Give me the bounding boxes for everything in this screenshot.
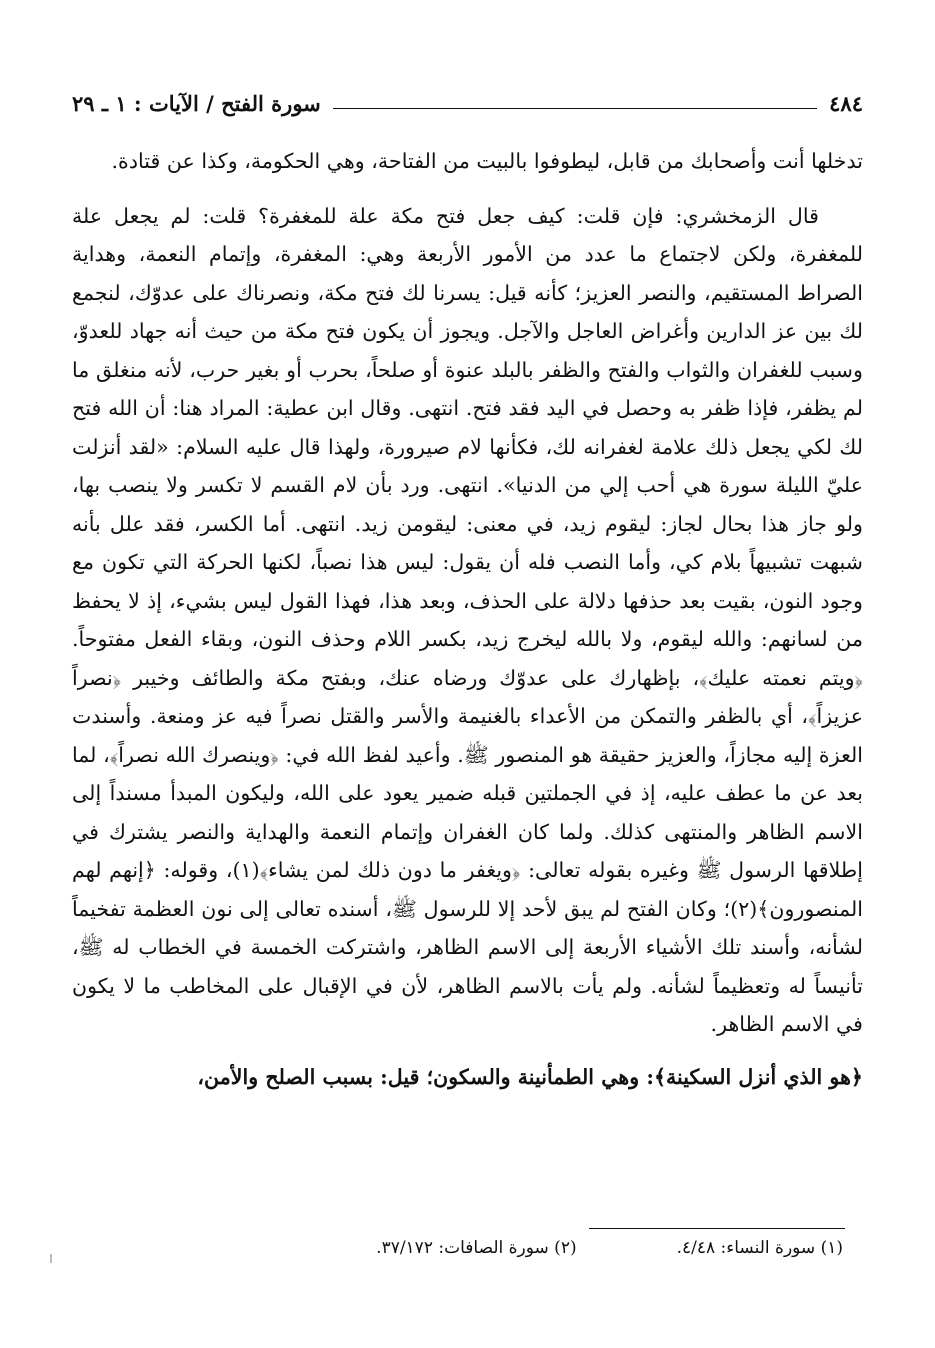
page-number: ٤٨٤ xyxy=(829,90,863,116)
paragraph-sakina: ﴿هو الذي أنزل السكينة﴾: وهي الطمأنينة والسكون؛ قيل: بسبب الصلح والأمن، xyxy=(197,1064,863,1089)
footnote-2: (٢) سورة الصافات: ٣٧/١٧٢. xyxy=(376,1238,577,1258)
page-header xyxy=(72,86,863,120)
footnotes xyxy=(72,1233,843,1263)
footnote-1: (١) سورة النساء: ٤/٤٨. xyxy=(676,1238,843,1258)
header-rule xyxy=(333,108,817,109)
scan-margin-mark xyxy=(50,1254,52,1263)
running-title: سورة الفتح / الآيات : ١ ـ ٢٩ xyxy=(72,90,321,116)
paragraph-continuation: تدخلها أنت وأصحابك من قابل، ليطوفوا بالبيت من الفتاحة، وهي الحكومة، وكذا عن قتادة. xyxy=(111,149,863,173)
main-text xyxy=(72,142,863,1096)
paragraph-zamakhshari: قال الزمخشري: فإن قلت: كيف جعل فتح مكة علة للمغفرة؟ قلت: لم يجعل علة للمغفرة، ولكن لاجتماع ما عدد من الأمور الأربعة وهي: المغفرة، وإتمام النعمة، وهداية الصراط المستقيم، والنصر العزيز؛ كأنه قيل: يسرنا لك فتح مكة، ونصرناك على عدوّك، لنجمع لك بين عز الدارين وأغراض العاجل والآجل. ويجوز أن يكون فتح مكة من حيث أنه جهاد للعدوّ، وسبب للغفران والثواب والفتح والظفر بالبلد عنوة أو صلحاً، بحرب أو بغير حرب، لأنه منغلق ما لم يظفر، فإذا ظفر به وحصل في اليد فقد فتح. انتهى. وقال ابن عطية: المراد هنا: أن الله فتح لك لكي يجعل ذلك علامة لغفرانه لك، فكأنها لام صيرورة، ولهذا قال عليه السلام: «لقد أنزلت عليّ الليلة سورة هي أحب إلي من الدنيا». انتهى. ورد بأن لام القسم لا تكسر ولا ينصب بها، ولو جاز هذا بحال لجاز: ليقوم زيد، في معنى: ليقومن زيد. انتهى. أما الكسر، فقد علل بأنه شبهت تشبيهاً بلام كي، وأما النصب فله أن يقول: ليس هذا نصباً، لكنها الحركة التي تكون مع وجود النون، بقيت بعد حذفها دلالة على الحذف، وبعد هذا، فهذا القول ليس بشيء، إذ لا يحفظ من لسانهم: والله ليقوم، ولا بالله ليخرج زيد، بكسر اللام وحذف النون، وبقاء الفعل مفتوحاً. ﴿ويتم نعمته عليك﴾، بإظهارك على عدوّك ورضاه عنك، وبفتح مكة والطائف وخيبر ﴿نصراً عزيزاً﴾، أي بالظفر والتمكن من الأعداء بالغنيمة والأسر والقتل نصراً فيه عز ومنعة. وأسندت العزة إليه مجازاً، والعزيز حقيقة هو المنصور ﷺ. وأعيد لفظ الله في: ﴿وينصرك الله نصراً﴾، لما بعد عن ما عطف عليه، إذ في الجملتين قبله ضمير يعود على الله، وليكون المبدأ مسنداً إلى الاسم الظاهر والمنتهى كذلك. ولما كان الغفران وإتمام النعمة والهداية والنصر يشترك في إطلاقها الرسول ﷺ وغيره بقوله تعالى: ﴿ويغفر ما دون ذلك لمن يشاء﴾(١)، وقوله: ﴿إنهم لهم المنصورون﴾(٢)؛ وكان الفتح لم يبق لأحد إلا للرسول ﷺ، أسنده تعالى إلى نون العظمة تفخيماً لشأنه، وأسند تلك الأشياء الأربعة إلى الاسم الظاهر، واشتركت الخمسة في الخطاب له ﷺ، تأنيساً له وتعظيماً لشأنه. ولم يأت بالاسم الظاهر، لأن في الإقبال على المخاطب ما لا يكون في الاسم الظاهر. xyxy=(72,203,864,1036)
footnote-rule xyxy=(589,1228,845,1229)
